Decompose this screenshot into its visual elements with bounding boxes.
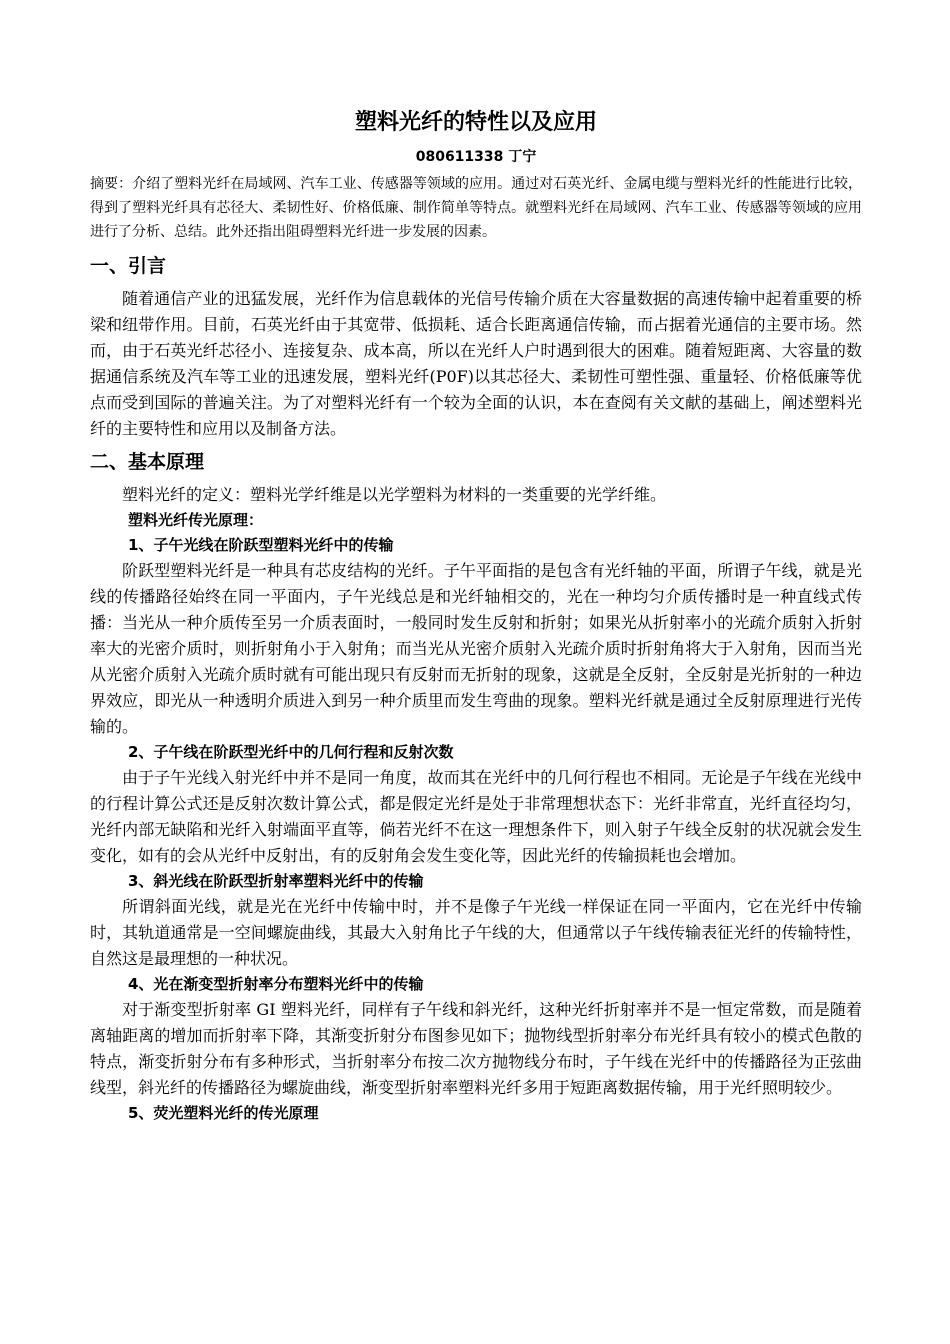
section-heading-principles: 二、基本原理: [90, 451, 205, 473]
subsection-3-title: 3、斜光线在阶跃型折射率塑料光纤中的传输: [128, 872, 424, 890]
subsection-2-title: 2、子午线在阶跃型光纤中的几何行程和反射次数: [128, 743, 454, 761]
document-page: [90, 108, 862, 1126]
definition-paragraph: 塑料光纤的定义：塑料光学纤维是以光学塑料为材料的一类重要的光学纤维。: [122, 485, 667, 504]
subsection-4-title: 4、光在渐变型折射率分布塑料光纤中的传输: [128, 975, 424, 993]
principle-heading: 塑料光纤传光原理：: [128, 511, 264, 529]
document-title: 塑料光纤的特性以及应用: [354, 110, 597, 135]
section-heading-introduction: 一、引言: [90, 255, 167, 277]
subsection-4-text: 对于渐变型折射率 GI 塑料光纤，同样有子午线和斜光纤，这种光纤折射率并不是一恒定常数，而是随着离轴距离的增加而折射率下降，其渐变折射分布图参见如下；抛物线型折射率分布光纤具有较小的模式色散的特点，渐变折射分布有多种形式，当折射率分布按二次方抛物线分布时，子午线在光纤中的传播路径为正弦曲线型，斜光纤的传播路径为螺旋曲线，渐变型折射率塑料光纤多用于短距离数据传输，用于光纤照明较少。: [90, 1000, 862, 1097]
subsection-2-text: 由于子午光线入射光纤中并不是同一角度，故而其在光纤中的几何行程也不相同。无论是子午线在光线中的行程计算公式还是反射次数计算公式，都是假定光纤是处于非常理想状态下：光纤非常直，光纤直径均匀，光纤内部无缺陷和光纤入射端面平直等，倘若光纤不在这一理想条件下，则入射子午线全反射的状况就会发生变化，如有的会从光纤中反射出，有的反射角会发生变化等，因此光纤的传输损耗也会增加。: [90, 768, 862, 865]
subsection-1-title: 1、子午光线在阶跃型塑料光纤中的传输: [128, 536, 394, 554]
subsection-5-title: 5、荧光塑料光纤的传光原理: [128, 1104, 319, 1122]
introduction-paragraph: 随着通信产业的迅猛发展，光纤作为信息载体的光信号传输介质在大容量数据的高速传输中起着重要的桥梁和纽带作用。目前，石英光纤由于其宽带、低损耗、适合长距离通信传输，而占据着光通信的主要市场。然而，由于石英光纤芯径小、连接复杂、成本高，所以在光纤人户时遇到很大的困难。随着短距离、大容量的数据通信系统及汽车等工业的迅速发展，塑料光纤(P0F)以其芯径大、柔韧性可塑性强、重量轻、价格低廉等优点而受到国际的普遍关注。为了对塑料光纤有一个较为全面的认识，本在查阅有关文献的基础上，阐述塑料光纤的主要特性和应用以及制备方法。: [90, 289, 862, 438]
abstract: 摘要：介绍了塑料光纤在局域网、汽车工业、传感器等领域的应用。通过对石英光纤、金属电缆与塑料光纤的性能进行比较，得到了塑料光纤具有芯径大、柔韧性好、价格低廉、制作简单等特点。就塑料光纤在局域网、汽车工业、传感器等领域的应用进行了分析、总结。此外还指出阻碍塑料光纤进一步发展的因素。: [90, 176, 862, 240]
subsection-1-text: 阶跃型塑料光纤是一种具有芯皮结构的光纤。子午平面指的是包含有光纤轴的平面，所谓子午线，就是光线的传播路径始终在同一平面内，子午光线总是和光纤轴相交的，光在一种均匀介质传播时是一种直线式传播：当光从一种介质传至另一介质表面时，一般同时发生反射和折射；如果光从折射率小的光疏介质射入折射率大的光密介质时，则折射角小于入射角；而当光从光密介质射入光疏介质时折射角将大于入射角，因而当光从光密介质射入光疏介质时就有可能出现只有反射而无折射的现象，这就是全反射，全反射是光折射的一种边界效应，即光从一种透明介质进入到另一种介质里而发生弯曲的现象。塑料光纤就是通过全反射原理进行光传输的。: [90, 561, 862, 736]
subsection-3-text: 所谓斜面光线，就是光在光纤中传输中时，并不是像子午光线一样保证在同一平面内，它在光纤中传输时，其轨道通常是一空间螺旋曲线，其最大入射角比子午线的大，但通常以子午线传输表征光纤的传输特性，自然这是最理想的一种状况。: [90, 897, 862, 968]
author-line: 080611338 丁宁: [415, 149, 537, 165]
